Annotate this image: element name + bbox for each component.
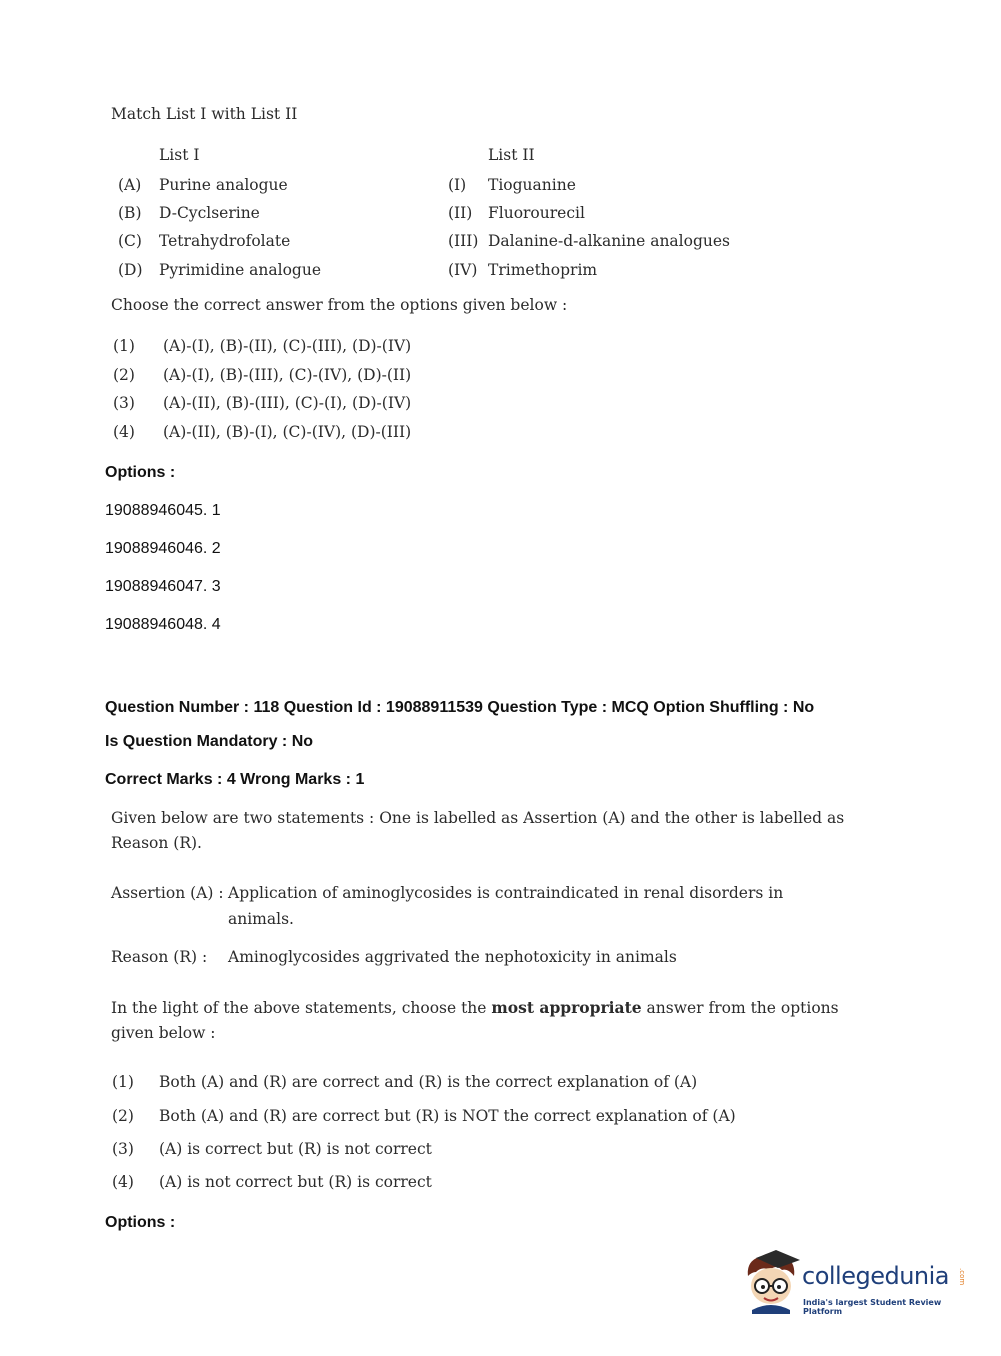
q118-instruction bbox=[111, 998, 839, 1017]
list2-key: (IV) bbox=[448, 261, 478, 279]
logo-tagline: India's largest Student Review Platform bbox=[803, 1298, 942, 1316]
instruction-emphasis: most appropriate bbox=[491, 998, 642, 1017]
choice-number: (3) bbox=[113, 394, 135, 412]
list1-item: D-Cyclserine bbox=[159, 204, 260, 222]
option-id: 19088946045. 1 bbox=[105, 502, 221, 519]
reason-text: Aminoglycosides aggrivated the nephotoxicity in animals bbox=[228, 948, 677, 966]
list2-item: Dalanine-d-alkanine analogues bbox=[488, 232, 730, 250]
reason-label: Reason (R) : bbox=[111, 948, 208, 966]
list1-header: List I bbox=[159, 146, 200, 164]
choice-number: (1) bbox=[112, 1073, 134, 1091]
list1-item: Tetrahydrofolate bbox=[159, 232, 291, 250]
choice-number: (1) bbox=[113, 337, 135, 355]
list1-key: (C) bbox=[118, 232, 142, 250]
choice-number: (2) bbox=[112, 1107, 134, 1125]
list2-key: (III) bbox=[448, 232, 479, 250]
list1-key: (D) bbox=[118, 261, 143, 279]
list1-key: (A) bbox=[118, 176, 142, 194]
logo-wordmark: collegedunia bbox=[802, 1262, 950, 1290]
option-id: 19088946048. 4 bbox=[105, 616, 221, 633]
choice-text: (A)-(II), (B)-(III), (C)-(I), (D)-(IV) bbox=[163, 394, 412, 412]
q117-instruction: Choose the correct answer from the options given below : bbox=[111, 296, 568, 314]
list1-item: Purine analogue bbox=[159, 176, 288, 194]
list1-key: (B) bbox=[118, 204, 142, 222]
mascot-icon bbox=[742, 1250, 800, 1314]
assertion-label: Assertion (A) : bbox=[111, 884, 224, 902]
list2-item: Trimethoprim bbox=[488, 261, 598, 279]
list1-item: Pyrimidine analogue bbox=[159, 261, 322, 279]
choice-text: (A) is not correct but (R) is correct bbox=[159, 1173, 432, 1191]
option-id: 19088946047. 3 bbox=[105, 578, 221, 595]
choice-text: (A) is correct but (R) is not correct bbox=[159, 1140, 432, 1158]
choice-text: Both (A) and (R) are correct and (R) is the correct explanation of (A) bbox=[159, 1073, 698, 1091]
collegedunia-logo[interactable] bbox=[742, 1250, 972, 1320]
assertion-text-cont: animals. bbox=[228, 910, 294, 928]
instruction-pre: In the light of the above statements, choose the bbox=[111, 999, 492, 1017]
q118-intro: Given below are two statements : One is labelled as Assertion (A) and the other is labelled as bbox=[111, 809, 845, 827]
list2-key: (II) bbox=[448, 204, 473, 222]
list2-header: List II bbox=[488, 146, 535, 164]
q118-intro-cont: Reason (R). bbox=[111, 834, 202, 852]
q117-heading: Match List I with List II bbox=[111, 105, 298, 123]
choice-number: (4) bbox=[112, 1173, 134, 1191]
choice-text: (A)-(I), (B)-(III), (C)-(IV), (D)-(II) bbox=[163, 366, 412, 384]
choice-number: (4) bbox=[113, 423, 135, 441]
list2-key: (I) bbox=[448, 176, 467, 194]
q118-meta: Question Number : 118 Question Id : 19088911539 Question Type : MCQ Option Shuffling : No bbox=[105, 699, 815, 716]
list2-item: Fluorourecil bbox=[488, 204, 585, 222]
q118-marks: Correct Marks : 4 Wrong Marks : 1 bbox=[105, 771, 365, 788]
choice-number: (2) bbox=[113, 366, 135, 384]
q118-mandatory: Is Question Mandatory : No bbox=[105, 733, 314, 750]
q118-options-label: Options : bbox=[105, 1214, 176, 1231]
assertion-text: Application of aminoglycosides is contraindicated in renal disorders in bbox=[228, 884, 784, 902]
choice-text: Both (A) and (R) are correct but (R) is NOT the correct explanation of (A) bbox=[159, 1107, 736, 1125]
q117-options-label: Options : bbox=[105, 464, 176, 481]
q118-instruction-cont: given below : bbox=[111, 1024, 216, 1042]
instruction-post: answer from the options bbox=[641, 999, 839, 1017]
option-id: 19088946046. 2 bbox=[105, 540, 221, 557]
choice-number: (3) bbox=[112, 1140, 134, 1158]
choice-text: (A)-(II), (B)-(I), (C)-(IV), (D)-(III) bbox=[163, 423, 412, 441]
list2-item: Tioguanine bbox=[488, 176, 576, 194]
logo-domain: .com bbox=[958, 1268, 966, 1286]
choice-text: (A)-(I), (B)-(II), (C)-(III), (D)-(IV) bbox=[163, 337, 412, 355]
